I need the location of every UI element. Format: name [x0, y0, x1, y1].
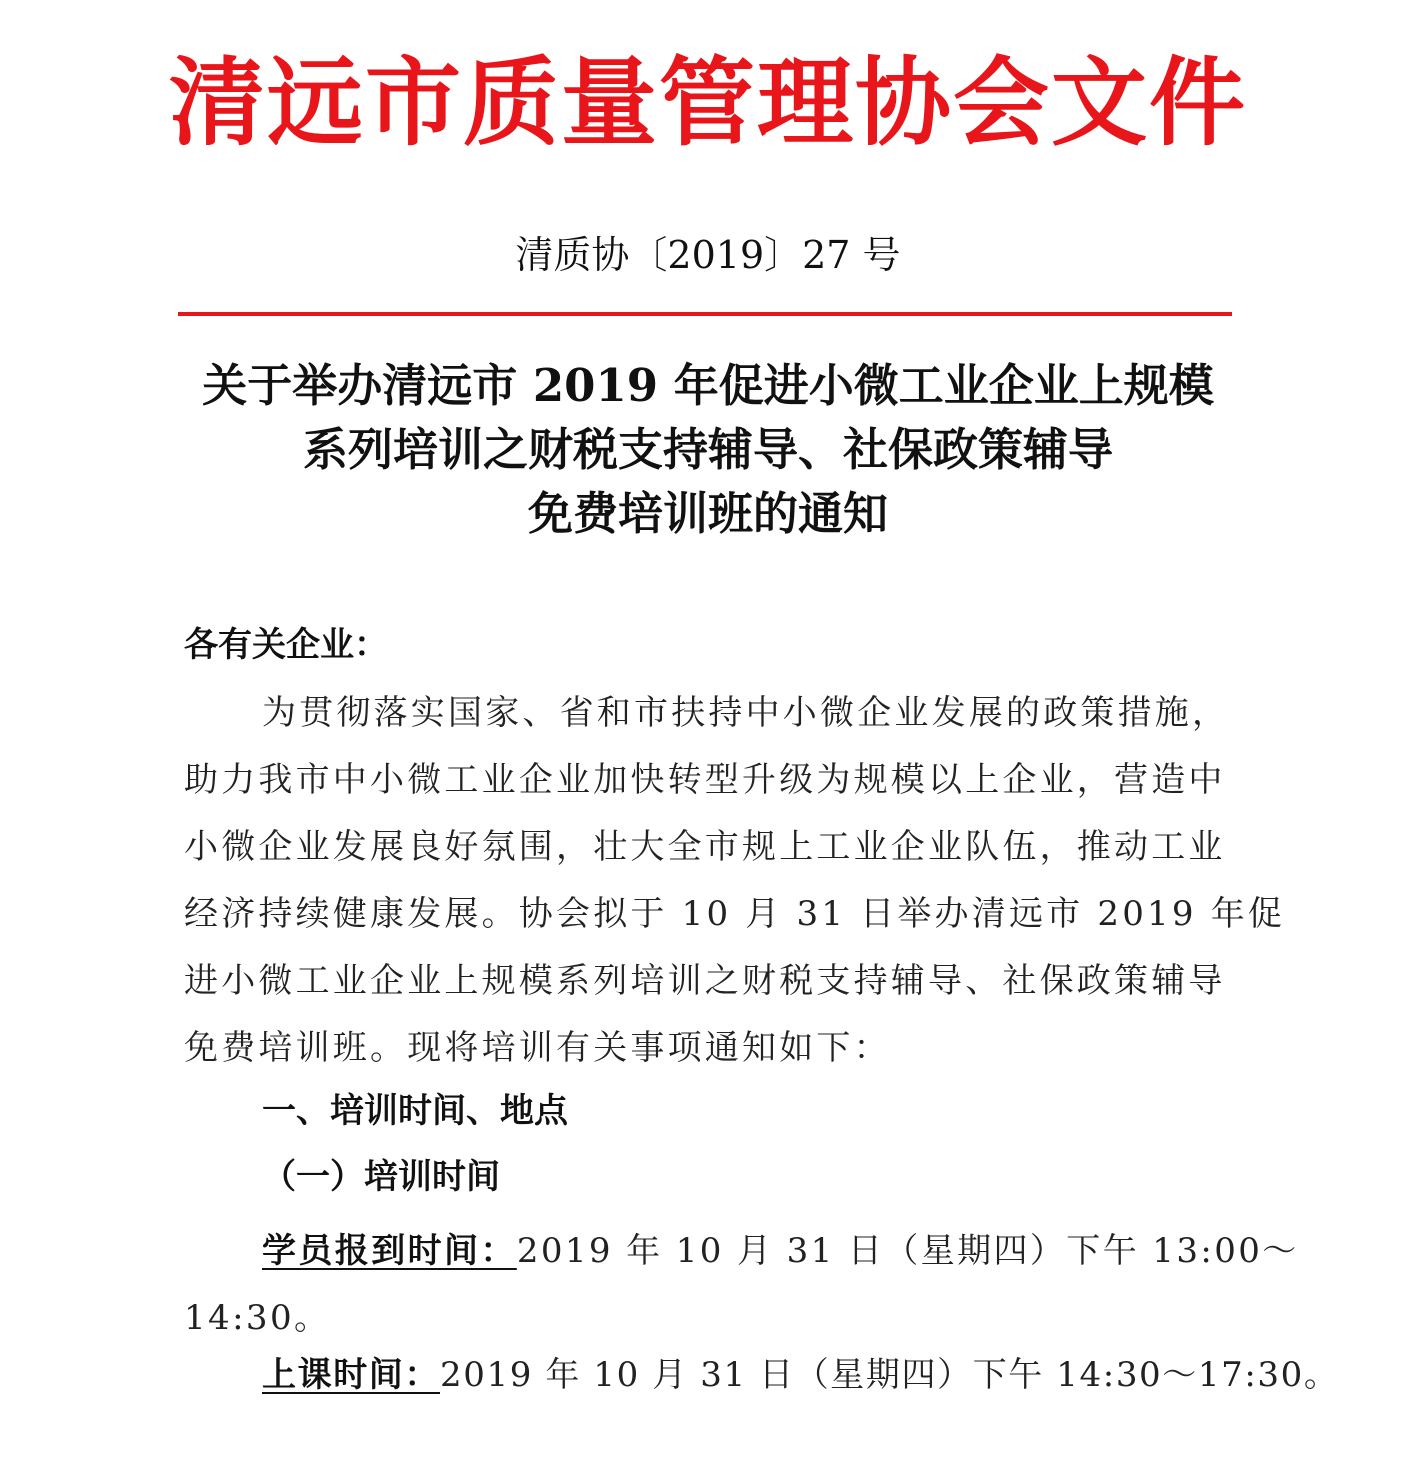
check-in-time-label: 学员报到时间：	[262, 1231, 517, 1271]
class-time-item	[262, 1350, 1340, 1400]
document-number: 清质协〔2019〕27 号	[515, 233, 901, 277]
notice-title-line: 系列培训之财税支持辅导、社保政策辅导	[302, 423, 1113, 476]
paragraph-line: 小微企业发展良好氛围，壮大全市规上工业企业队伍，推动工业	[184, 827, 1226, 867]
masthead-title: 清远市质量管理协会文件	[169, 46, 1247, 159]
check-in-time-value: 2019 年 10 月 31 日（星期四）下午 13:00～	[516, 1231, 1299, 1271]
check-in-time-item	[184, 1218, 1299, 1352]
item-line	[184, 1218, 1299, 1285]
intro-paragraph	[184, 680, 1286, 1082]
paragraph-line: 助力我市中小微工业企业加快转型升级为规模以上企业，营造中	[184, 760, 1226, 800]
paragraph-line: 经济持续健康发展。协会拟于 10 月 31 日举办清远市 2019 年促	[184, 894, 1286, 934]
check-in-time-value-cont: 14:30。	[184, 1298, 331, 1338]
notice-title	[0, 354, 1416, 546]
paragraph-line: 免费培训班。现将培训有关事项通知如下：	[184, 1028, 891, 1068]
paragraph-line: 进小微工业企业上规模系列培训之财税支持辅导、社保政策辅导	[184, 961, 1226, 1001]
class-time-value: 2019 年 10 月 31 日（星期四）下午 14:30～17:30。	[440, 1355, 1340, 1395]
class-time-label: 上课时间：	[262, 1355, 440, 1395]
notice-title-line: 关于举办清远市 2019 年促进小微工业企业上规模	[202, 359, 1214, 412]
section-heading: 一、培训时间、地点	[262, 1091, 568, 1131]
paragraph-line: 为贯彻落实国家、省和市扶持中小微企业发展的政策措施，	[262, 693, 1230, 733]
red-divider-rule	[178, 312, 1232, 316]
salutation: 各有关企业：	[184, 625, 388, 665]
subsection-heading: （一）培训时间	[262, 1157, 500, 1197]
notice-title-line: 免费培训班的通知	[527, 487, 888, 540]
